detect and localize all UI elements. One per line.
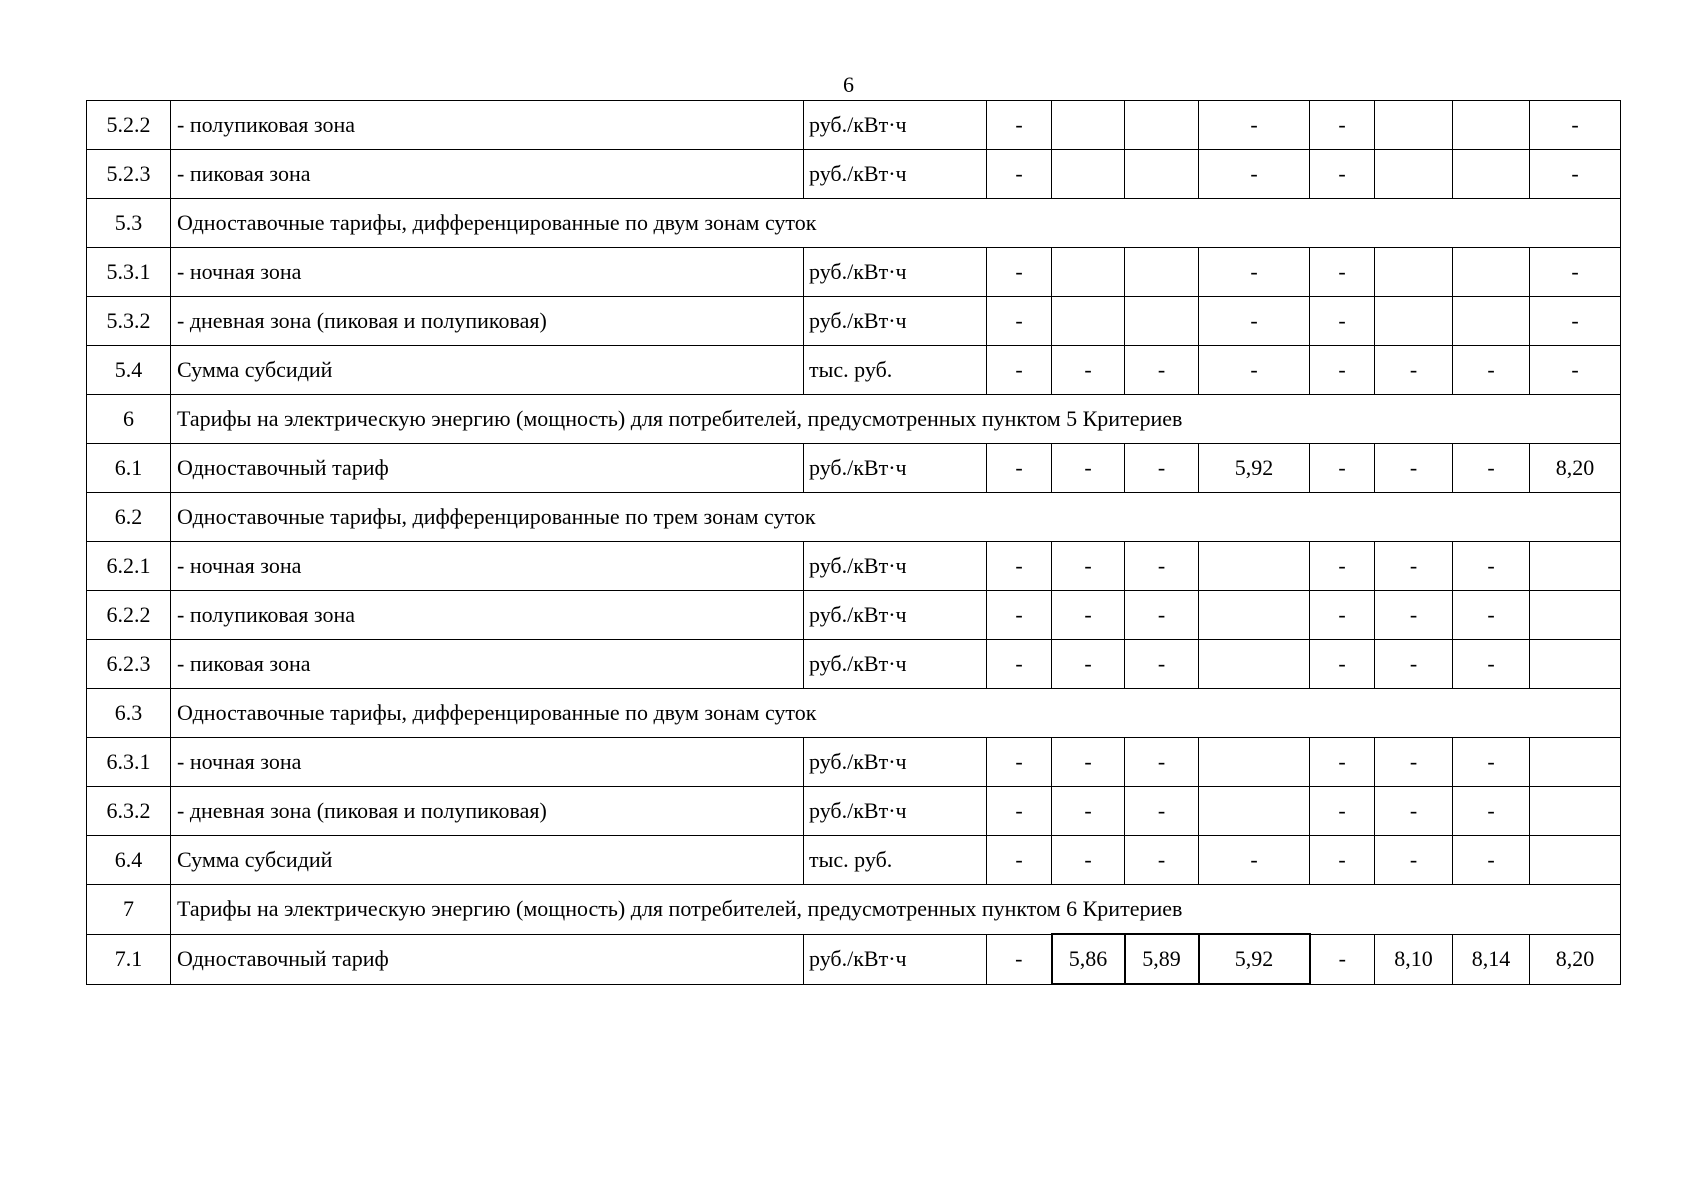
row-unit: руб./кВт·ч xyxy=(804,640,987,689)
value-cell: 5,92 xyxy=(1199,934,1310,984)
row-number: 6.2 xyxy=(87,493,171,542)
row-unit: руб./кВт·ч xyxy=(804,787,987,836)
table-row xyxy=(87,934,1621,984)
value-cell: - xyxy=(1375,542,1453,591)
value-cell: - xyxy=(1375,346,1453,395)
value-cell: - xyxy=(1453,444,1530,493)
value-cell xyxy=(1530,640,1621,689)
value-cell xyxy=(1453,248,1530,297)
value-cell: - xyxy=(1125,542,1199,591)
row-number: 6.3.1 xyxy=(87,738,171,787)
value-cell xyxy=(1375,150,1453,199)
value-cell: - xyxy=(1375,738,1453,787)
value-cell: - xyxy=(1310,836,1375,885)
section-title: Тарифы на электрическую энергию (мощность) для потребителей, предусмотренных пунктом 6 Критериев xyxy=(171,885,1621,935)
value-cell xyxy=(1199,787,1310,836)
value-cell: - xyxy=(1052,591,1125,640)
row-description: - дневная зона (пиковая и полупиковая) xyxy=(171,297,804,346)
table-section-row xyxy=(87,199,1621,248)
value-cell: - xyxy=(1125,640,1199,689)
value-cell xyxy=(1052,248,1125,297)
value-cell: - xyxy=(1530,297,1621,346)
value-cell: - xyxy=(1375,787,1453,836)
table-section-row xyxy=(87,885,1621,935)
value-cell: 5,89 xyxy=(1125,934,1199,984)
value-cell: - xyxy=(1310,591,1375,640)
row-unit: руб./кВт·ч xyxy=(804,101,987,150)
value-cell: - xyxy=(1310,101,1375,150)
row-description: - ночная зона xyxy=(171,248,804,297)
value-cell: - xyxy=(1052,346,1125,395)
value-cell xyxy=(1052,101,1125,150)
value-cell: - xyxy=(1310,640,1375,689)
value-cell xyxy=(1530,542,1621,591)
value-cell: - xyxy=(1199,297,1310,346)
table-section-row xyxy=(87,689,1621,738)
table-row xyxy=(87,297,1621,346)
value-cell: - xyxy=(1375,640,1453,689)
value-cell: - xyxy=(987,591,1052,640)
value-cell: - xyxy=(1125,836,1199,885)
value-cell: - xyxy=(1052,836,1125,885)
value-cell: 5,92 xyxy=(1199,444,1310,493)
row-description: - ночная зона xyxy=(171,542,804,591)
value-cell: - xyxy=(1199,346,1310,395)
row-number: 6.3 xyxy=(87,689,171,738)
value-cell: - xyxy=(1310,346,1375,395)
value-cell: - xyxy=(1453,346,1530,395)
section-title: Одноставочные тарифы, дифференцированные по трем зонам суток xyxy=(171,493,1621,542)
value-cell: - xyxy=(1310,150,1375,199)
row-number: 7.1 xyxy=(87,934,171,984)
table-row xyxy=(87,640,1621,689)
value-cell: - xyxy=(1310,934,1375,984)
table-row xyxy=(87,444,1621,493)
table-section-row xyxy=(87,395,1621,444)
row-number: 6.3.2 xyxy=(87,787,171,836)
row-unit: тыс. руб. xyxy=(804,346,987,395)
value-cell: - xyxy=(987,934,1052,984)
value-cell xyxy=(1125,248,1199,297)
value-cell: - xyxy=(1453,542,1530,591)
value-cell: 8,14 xyxy=(1453,934,1530,984)
value-cell xyxy=(1530,787,1621,836)
value-cell: - xyxy=(1125,346,1199,395)
row-description: - пиковая зона xyxy=(171,150,804,199)
value-cell: - xyxy=(1530,101,1621,150)
value-cell: - xyxy=(1052,738,1125,787)
row-unit: руб./кВт·ч xyxy=(804,934,987,984)
value-cell: 8,20 xyxy=(1530,934,1621,984)
row-description: Сумма субсидий xyxy=(171,346,804,395)
row-unit: тыс. руб. xyxy=(804,836,987,885)
table-body xyxy=(87,101,1621,985)
value-cell: 8,10 xyxy=(1375,934,1453,984)
value-cell: - xyxy=(1199,836,1310,885)
row-unit: руб./кВт·ч xyxy=(804,738,987,787)
value-cell: - xyxy=(1530,346,1621,395)
value-cell xyxy=(1052,297,1125,346)
value-cell: - xyxy=(1310,248,1375,297)
value-cell: - xyxy=(1310,297,1375,346)
value-cell xyxy=(1530,738,1621,787)
row-number: 5.2.2 xyxy=(87,101,171,150)
row-number: 6.2.2 xyxy=(87,591,171,640)
value-cell xyxy=(1453,297,1530,346)
value-cell xyxy=(1199,542,1310,591)
value-cell: - xyxy=(987,738,1052,787)
section-title: Одноставочные тарифы, дифференцированные по двум зонам суток xyxy=(171,199,1621,248)
value-cell: - xyxy=(1310,542,1375,591)
value-cell xyxy=(1125,297,1199,346)
row-unit: руб./кВт·ч xyxy=(804,444,987,493)
row-unit: руб./кВт·ч xyxy=(804,542,987,591)
value-cell xyxy=(1375,101,1453,150)
value-cell: - xyxy=(1052,542,1125,591)
row-description: - ночная зона xyxy=(171,738,804,787)
value-cell: - xyxy=(1375,591,1453,640)
value-cell: - xyxy=(987,297,1052,346)
section-title: Тарифы на электрическую энергию (мощность) для потребителей, предусмотренных пунктом 5 Критериев xyxy=(171,395,1621,444)
value-cell xyxy=(1453,101,1530,150)
row-number: 7 xyxy=(87,885,171,935)
row-description: Сумма субсидий xyxy=(171,836,804,885)
value-cell: - xyxy=(987,542,1052,591)
row-number: 5.3 xyxy=(87,199,171,248)
value-cell: - xyxy=(1375,836,1453,885)
table-row xyxy=(87,836,1621,885)
value-cell xyxy=(1125,150,1199,199)
value-cell: - xyxy=(987,150,1052,199)
value-cell: - xyxy=(1125,444,1199,493)
row-description: - дневная зона (пиковая и полупиковая) xyxy=(171,787,804,836)
table-row xyxy=(87,101,1621,150)
row-number: 6.2.3 xyxy=(87,640,171,689)
section-title: Одноставочные тарифы, дифференцированные по двум зонам суток xyxy=(171,689,1621,738)
row-unit: руб./кВт·ч xyxy=(804,297,987,346)
value-cell: - xyxy=(1199,150,1310,199)
row-unit: руб./кВт·ч xyxy=(804,591,987,640)
row-description: - пиковая зона xyxy=(171,640,804,689)
value-cell: - xyxy=(1530,150,1621,199)
value-cell: - xyxy=(987,640,1052,689)
value-cell: - xyxy=(987,836,1052,885)
value-cell: - xyxy=(1453,787,1530,836)
row-number: 5.2.3 xyxy=(87,150,171,199)
value-cell xyxy=(1530,591,1621,640)
value-cell xyxy=(1530,836,1621,885)
value-cell xyxy=(1375,248,1453,297)
table-row xyxy=(87,591,1621,640)
tariff-table xyxy=(86,100,1621,985)
row-description: - полупиковая зона xyxy=(171,591,804,640)
table-row xyxy=(87,346,1621,395)
row-unit: руб./кВт·ч xyxy=(804,248,987,297)
table-row xyxy=(87,787,1621,836)
table-row xyxy=(87,248,1621,297)
value-cell: - xyxy=(987,444,1052,493)
value-cell: - xyxy=(1530,248,1621,297)
value-cell: - xyxy=(1199,101,1310,150)
value-cell: 5,86 xyxy=(1052,934,1125,984)
table-row xyxy=(87,542,1621,591)
value-cell: - xyxy=(1199,248,1310,297)
value-cell xyxy=(1199,591,1310,640)
row-number: 6.2.1 xyxy=(87,542,171,591)
value-cell xyxy=(1199,640,1310,689)
row-number: 5.4 xyxy=(87,346,171,395)
value-cell xyxy=(1125,101,1199,150)
table-section-row xyxy=(87,493,1621,542)
value-cell: - xyxy=(987,248,1052,297)
value-cell xyxy=(1199,738,1310,787)
value-cell: - xyxy=(1453,738,1530,787)
table-row xyxy=(87,150,1621,199)
row-description: - полупиковая зона xyxy=(171,101,804,150)
row-number: 5.3.2 xyxy=(87,297,171,346)
value-cell: - xyxy=(1453,836,1530,885)
value-cell: - xyxy=(1052,444,1125,493)
value-cell xyxy=(1375,297,1453,346)
value-cell: - xyxy=(987,101,1052,150)
page-number: 6 xyxy=(843,72,854,97)
value-cell: - xyxy=(1052,640,1125,689)
row-number: 6 xyxy=(87,395,171,444)
value-cell: - xyxy=(1125,787,1199,836)
value-cell: - xyxy=(1310,787,1375,836)
row-description: Одноставочный тариф xyxy=(171,934,804,984)
value-cell: - xyxy=(987,346,1052,395)
value-cell: - xyxy=(1453,640,1530,689)
value-cell: - xyxy=(1375,444,1453,493)
row-number: 6.1 xyxy=(87,444,171,493)
row-number: 5.3.1 xyxy=(87,248,171,297)
row-description: Одноставочный тариф xyxy=(171,444,804,493)
value-cell: - xyxy=(1310,444,1375,493)
value-cell xyxy=(1453,150,1530,199)
value-cell: - xyxy=(987,787,1052,836)
table-row xyxy=(87,738,1621,787)
value-cell: 8,20 xyxy=(1530,444,1621,493)
row-number: 6.4 xyxy=(87,836,171,885)
value-cell xyxy=(1052,150,1125,199)
row-unit: руб./кВт·ч xyxy=(804,150,987,199)
value-cell: - xyxy=(1125,738,1199,787)
value-cell: - xyxy=(1052,787,1125,836)
value-cell: - xyxy=(1125,591,1199,640)
value-cell: - xyxy=(1453,591,1530,640)
value-cell: - xyxy=(1310,738,1375,787)
